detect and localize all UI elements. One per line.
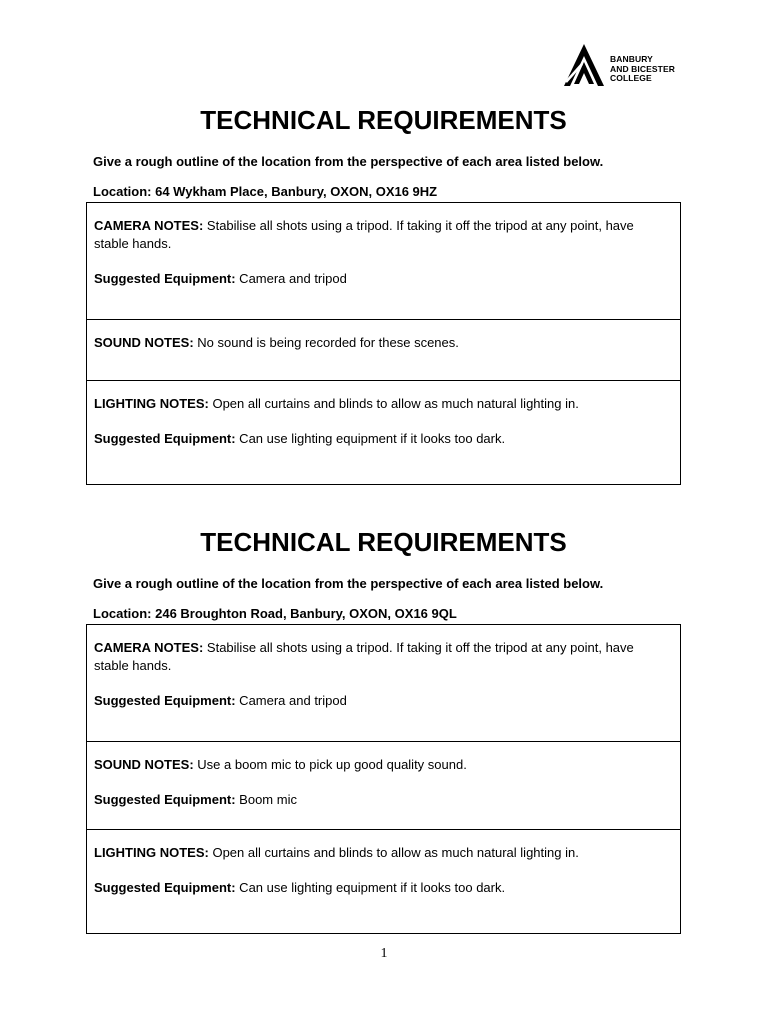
lighting-notes-text: Open all curtains and blinds to allow as much natural lighting in. xyxy=(208,396,579,411)
requirements-table xyxy=(86,624,681,934)
section-title: TECHNICAL REQUIREMENTS xyxy=(200,527,567,557)
logo-text xyxy=(610,55,675,84)
lighting-notes xyxy=(94,395,670,413)
lighting-equipment xyxy=(94,430,670,448)
camera-notes-text: Stabilise all shots using a tripod. If taking it off the tripod at any point, have stable hands. xyxy=(94,640,634,673)
section-intro: Give a rough outline of the location from the perspective of each area listed below. xyxy=(93,154,604,169)
camera-equipment-text: Camera and tripod xyxy=(235,271,347,286)
camera-notes-text: Stabilise all shots using a tripod. If taking it off the tripod at any point, have stable hands. xyxy=(94,218,634,251)
camera-equipment-label: Suggested Equipment: xyxy=(94,693,236,708)
page-number: 1 xyxy=(380,946,388,961)
sound-notes-text: No sound is being recorded for these scenes. xyxy=(193,335,459,350)
camera-notes xyxy=(94,217,670,253)
sound-notes xyxy=(94,756,670,774)
lighting-notes-cell xyxy=(87,380,680,484)
camera-equipment-label: Suggested Equipment: xyxy=(94,271,236,286)
section-title: TECHNICAL REQUIREMENTS xyxy=(200,105,567,135)
lighting-notes-label: LIGHTING NOTES: xyxy=(94,396,209,411)
sound-notes-text: Use a boom mic to pick up good quality sound. xyxy=(193,757,467,772)
sound-notes-label: SOUND NOTES: xyxy=(94,335,194,350)
camera-notes-label: CAMERA NOTES: xyxy=(94,218,204,233)
logo-line-1: BANBURY xyxy=(610,54,653,64)
lighting-notes xyxy=(94,844,670,862)
sound-notes-label: SOUND NOTES: xyxy=(94,757,194,772)
camera-equipment xyxy=(94,270,670,288)
technical-requirements-section-1 xyxy=(86,100,681,485)
camera-equipment xyxy=(94,692,670,710)
college-logo xyxy=(562,42,702,88)
lighting-equipment xyxy=(94,879,670,897)
sound-equipment xyxy=(94,791,670,809)
location-line: Location: 246 Broughton Road, Banbury, OXON, OX16 9QL xyxy=(93,606,457,621)
camera-notes-label: CAMERA NOTES: xyxy=(94,640,204,655)
lighting-equipment-text: Can use lighting equipment if it looks too dark. xyxy=(235,880,506,895)
lighting-notes-text: Open all curtains and blinds to allow as much natural lighting in. xyxy=(208,845,579,860)
sound-notes xyxy=(94,334,670,352)
lighting-equipment-text: Can use lighting equipment if it looks too dark. xyxy=(235,431,506,446)
logo-line-3: COLLEGE xyxy=(610,73,652,83)
lighting-equipment-label: Suggested Equipment: xyxy=(94,880,236,895)
triangle-a-logo-icon xyxy=(562,42,606,88)
camera-equipment-text: Camera and tripod xyxy=(235,693,347,708)
sound-notes-cell xyxy=(87,741,680,829)
lighting-equipment-label: Suggested Equipment: xyxy=(94,431,236,446)
camera-notes-cell xyxy=(87,203,680,319)
lighting-notes-cell xyxy=(87,829,680,933)
sound-notes-cell xyxy=(87,319,680,380)
technical-requirements-section-2 xyxy=(86,522,681,934)
logo-line-2: AND BICESTER xyxy=(610,63,675,74)
lighting-notes-label: LIGHTING NOTES: xyxy=(94,845,209,860)
requirements-table xyxy=(86,202,681,485)
location-line: Location: 64 Wykham Place, Banbury, OXON, OX16 9HZ xyxy=(93,184,438,199)
camera-notes xyxy=(94,639,670,675)
sound-equipment-label: Suggested Equipment: xyxy=(94,792,236,807)
camera-notes-cell xyxy=(87,625,680,741)
sound-equipment-text: Boom mic xyxy=(235,792,297,807)
section-intro: Give a rough outline of the location from the perspective of each area listed below. xyxy=(93,576,604,591)
